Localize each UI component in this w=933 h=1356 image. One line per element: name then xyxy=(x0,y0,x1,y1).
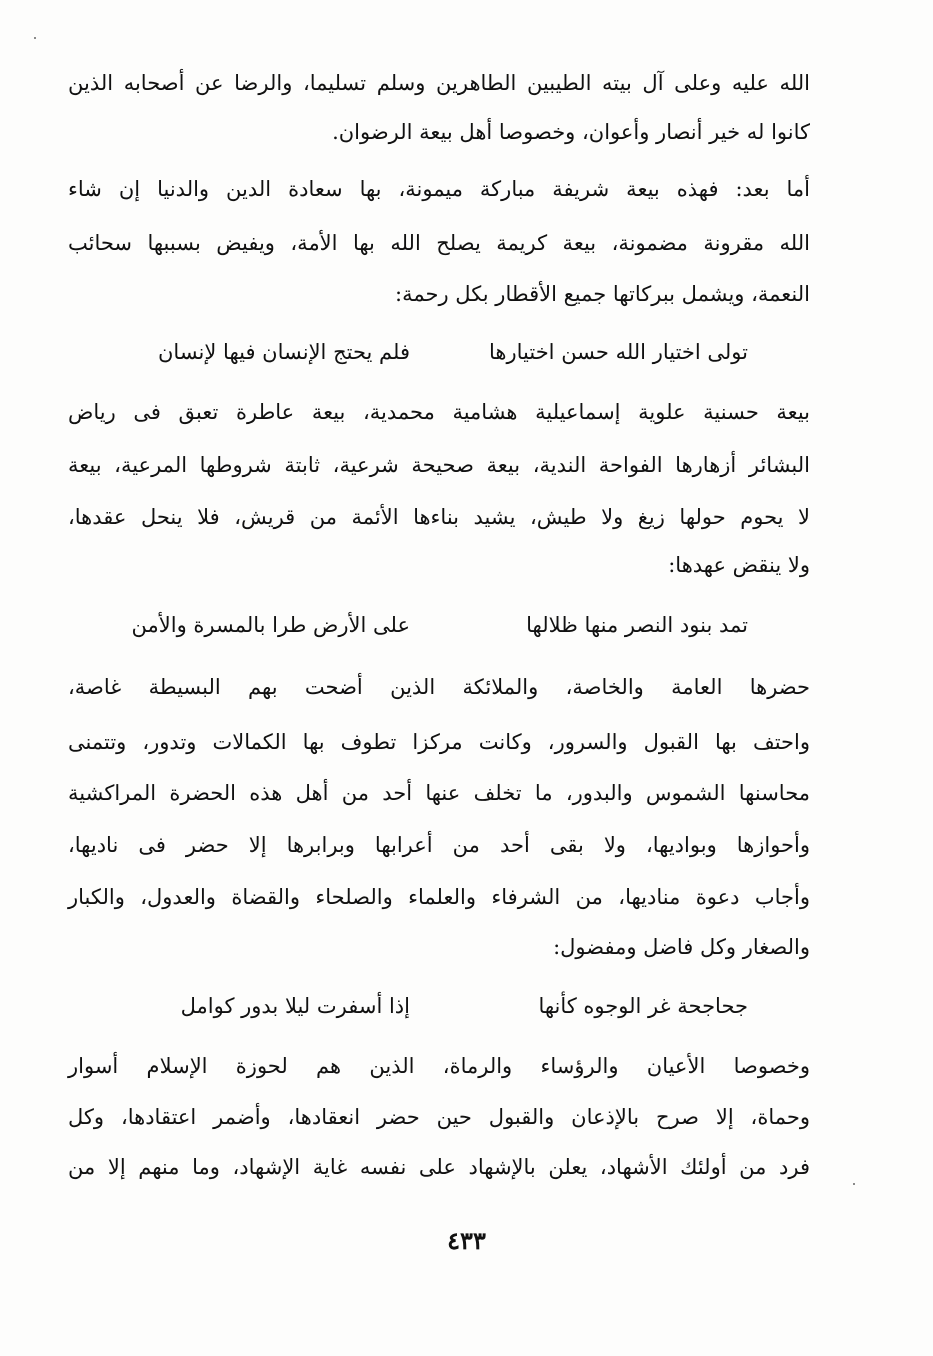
poem-verse xyxy=(68,991,810,1021)
text-line: الله مقرونة مضمونة، بيعة كريمة يصلح الله بها الأمة، ويفيض بسببها سحائب xyxy=(68,231,810,255)
verse-first-hemistich: تمد بنود النصر منها ظلالها xyxy=(526,613,748,637)
text-line: وحماة، إلا صرح بالإذعان والقبول حين حضر انعقادها، وأضمر اعتقادها، وكل xyxy=(68,1105,810,1129)
scan-speck xyxy=(34,37,36,39)
text-line: والصغار وكل فاضل ومفضول: xyxy=(553,935,810,959)
text-line: البشائر أزهارها الفواحة الندية، بيعة صحيحة شرعية، ثابتة شروطها المرعية، بيعة xyxy=(68,453,810,477)
text-line: لا يحوم حولها زيغ ولا طيش، يشيد بناءها الأئمة من قريش، فلا ينحل عقدها، xyxy=(68,505,810,529)
text-line: بيعة حسنية علوية إسماعيلية هشامية محمدية، بيعة عاطرة تعبق فى رياض xyxy=(68,400,810,424)
verse-second-hemistich: على الأرض طرا بالمسرة والأمن xyxy=(131,613,410,637)
text-line: وأجاب دعوة مناديها، من الشرفاء والعلماء والصلحاء والقضاة والعدول، والكبار xyxy=(68,885,811,909)
text-line: أما بعد: فهذه بيعة شريفة مباركة ميمونة، بها سعادة الدين والدنيا إن شاء xyxy=(68,177,810,201)
verse-second-hemistich: فلم يحتج الإنسان فيها لإنسان xyxy=(158,340,410,364)
verse-second-hemistich: إذا أسفرت ليلا بدور كوامل xyxy=(180,994,410,1018)
verse-first-hemistich: جحاجحة غر الوجوه كأنها xyxy=(538,994,748,1018)
text-line: وأحوازها وبواديها، ولا بقى أحد من أعرابها وبرابرها إلا حضر فى ناديها، xyxy=(68,833,810,857)
text-line: واحتف بها القبول والسرور، وكانت مركزا تطوف بها الكمالات وتدور، وتتمنى xyxy=(68,730,810,754)
page-number: ٤٣٣ xyxy=(447,1226,486,1255)
poem-verse xyxy=(68,610,810,640)
scan-speck xyxy=(853,1183,855,1185)
text-line: وخصوصا الأعيان والرؤساء والرماة، الذين هم لحوزة الإسلام أسوار xyxy=(68,1054,810,1078)
text-line: الله عليه وعلى آل بيته الطيبين الطاهرين وسلم تسليما، والرضا عن أصحابه الذين xyxy=(68,71,810,95)
verse-first-hemistich: تولى اختيار الله حسن اختيارها xyxy=(489,340,748,364)
text-line: حضرها العامة والخاصة، والملائكة الذين أضحت بهم البسيطة غاصة، xyxy=(68,675,810,699)
text-line: فرد من أولئك الأشهاد، يعلن بالإشهاد على نفسه غاية الإشهاد، وما منهم إلا من xyxy=(68,1155,810,1179)
poem-verse xyxy=(68,337,810,367)
text-line: كانوا له خير أنصار وأعوان، وخصوصا أهل بيعة الرضوان. xyxy=(332,120,810,144)
text-line: ولا ينقض عهدها: xyxy=(668,553,810,577)
text-line: محاسنها الشموس والبدور، ما تخلف عنها أحد من أهل هذه الحضرة المراكشية xyxy=(68,781,810,805)
text-line: النعمة، ويشمل ببركاتها جميع الأقطار بكل رحمة: xyxy=(395,282,810,306)
